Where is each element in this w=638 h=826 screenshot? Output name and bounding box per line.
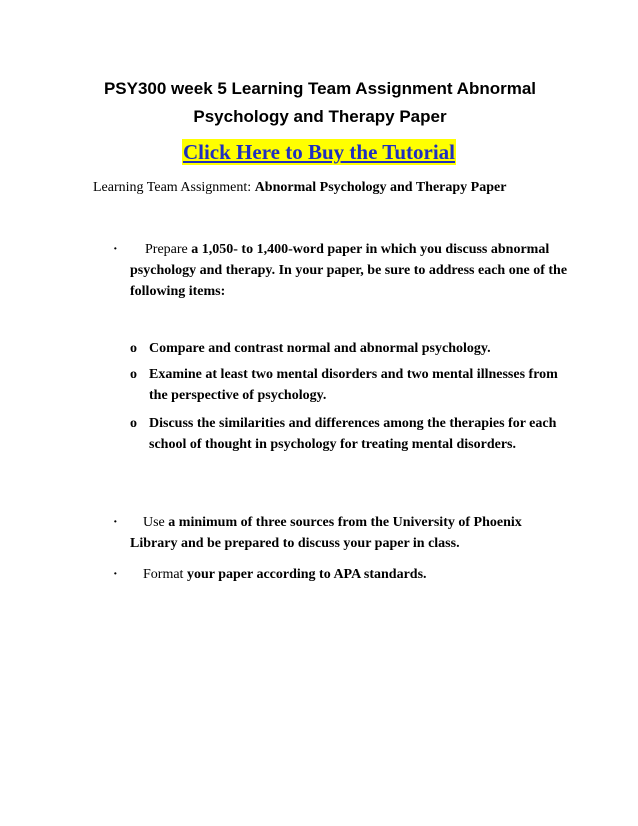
bullet-bold: your paper according to APA standards.: [186, 567, 427, 582]
title-line-1: PSY300 week 5 Learning Team Assignment Abnormal: [103, 79, 537, 98]
sub-item-text: Compare and contrast normal and abnormal psychology.: [149, 341, 491, 356]
bullet-lead: Format: [143, 567, 187, 582]
sub-marker: o: [130, 367, 137, 382]
subtitle-prefix: Learning Team Assignment:: [93, 180, 255, 195]
bullet-marker: ·: [113, 515, 118, 530]
bullet-item: [113, 239, 573, 303]
sub-marker: o: [130, 341, 137, 356]
sub-list-item: [130, 364, 570, 406]
subtitle-topic: Abnormal Psychology and Therapy Paper: [254, 180, 507, 195]
bullet-lead: Prepare: [145, 242, 192, 257]
sub-marker: o: [130, 416, 137, 431]
bullet-item: [113, 564, 573, 585]
bullet-bold: a 1,050- to 1,400-word paper in which you discuss abnormal psychology and therapy. In your paper, be sure to address each one of the following items:: [130, 242, 568, 299]
sub-item-text: Examine at least two mental disorders and two mental illnesses from the perspective of psychology.: [149, 367, 558, 403]
sub-list-item: [130, 413, 570, 476]
bullet-item: [113, 512, 573, 554]
bullet-bold: a minimum of three sources from the University of Phoenix Library and be prepared to discuss your paper in class.: [130, 515, 522, 551]
title-line-2: Psychology and Therapy Paper: [193, 107, 447, 126]
cta-container: [0, 139, 638, 165]
buy-tutorial-link[interactable]: Click Here to Buy the Tutorial: [182, 140, 456, 164]
sub-item-text: Discuss the similarities and differences among the therapies for each school of thought in psychology for treating mental disorders.: [149, 416, 557, 452]
bullet-text: [130, 239, 570, 302]
bullet-marker: ·: [113, 242, 118, 257]
bullet-text: [130, 512, 570, 554]
assignment-subtitle: [93, 179, 506, 197]
bullet-marker: ·: [113, 567, 118, 582]
bullet-lead: Use: [143, 515, 169, 530]
sub-list-item: [130, 338, 570, 359]
bullet-text: [130, 564, 570, 585]
document-title: [60, 75, 580, 131]
